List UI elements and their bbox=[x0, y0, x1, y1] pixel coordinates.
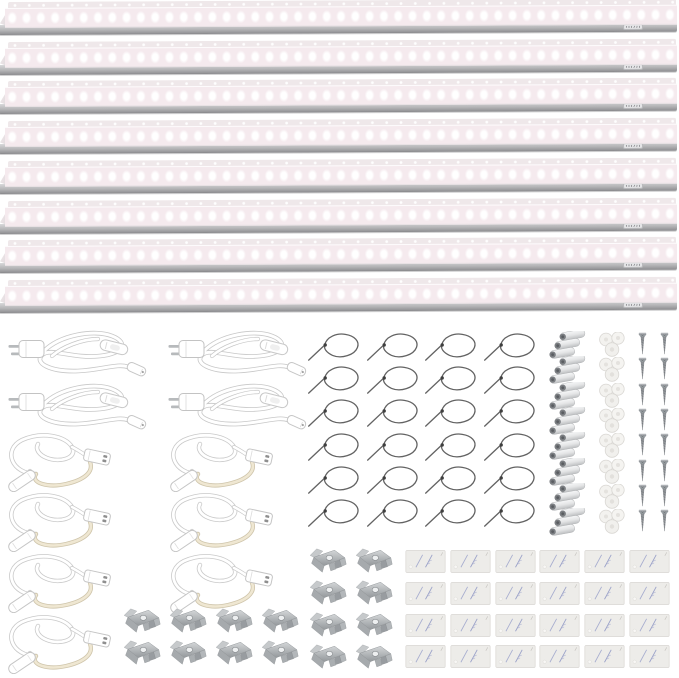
wire-tie-graphic bbox=[306, 332, 362, 362]
connector-cable-graphic bbox=[162, 551, 280, 613]
wire-tie-graphic bbox=[365, 498, 421, 528]
wire-tie bbox=[306, 498, 362, 528]
wire-tie bbox=[365, 398, 421, 428]
mounting-clip bbox=[352, 642, 394, 672]
adhesive-pad-graphic bbox=[450, 582, 491, 605]
adhesive-pad-graphic bbox=[584, 550, 625, 573]
adhesive-pad-graphic bbox=[539, 645, 580, 668]
wall-anchor-graphic bbox=[594, 433, 630, 459]
adhesive-pad bbox=[495, 550, 536, 573]
connector-cable-graphic bbox=[162, 490, 280, 552]
mounting-clip-graphic bbox=[212, 606, 254, 636]
adhesive-pad-graphic bbox=[629, 645, 670, 668]
adhesive-pad bbox=[495, 582, 536, 605]
wall-anchor bbox=[594, 459, 630, 485]
connector-pins bbox=[545, 331, 591, 359]
wall-anchor-graphic bbox=[594, 459, 630, 485]
adhesive-pad bbox=[450, 645, 491, 668]
power-cord-graphic bbox=[2, 378, 152, 432]
wire-tie bbox=[423, 432, 479, 462]
screw bbox=[636, 459, 649, 483]
mounting-clip bbox=[212, 638, 254, 668]
adhesive-pad-graphic bbox=[539, 614, 580, 637]
wire-tie-graphic bbox=[365, 332, 421, 362]
power-cord-graphic bbox=[162, 378, 312, 432]
brand-tag bbox=[623, 262, 643, 268]
mounting-clip-graphic bbox=[120, 638, 162, 668]
mounting-clip bbox=[120, 606, 162, 636]
wire-tie-graphic bbox=[365, 432, 421, 462]
screw bbox=[636, 408, 649, 432]
screw-graphic bbox=[658, 484, 671, 508]
connector-cable bbox=[162, 490, 280, 552]
mounting-clip bbox=[306, 642, 348, 672]
power-cord bbox=[162, 378, 312, 432]
screw bbox=[658, 408, 671, 432]
adhesive-pad-graphic bbox=[495, 645, 536, 668]
wire-tie bbox=[306, 332, 362, 362]
adhesive-pad-graphic bbox=[405, 550, 446, 573]
wire-tie-graphic bbox=[306, 465, 362, 495]
adhesive-pad-graphic bbox=[495, 614, 536, 637]
mounting-clip-graphic bbox=[352, 642, 394, 672]
wire-tie-graphic bbox=[482, 498, 538, 528]
mounting-clip-graphic bbox=[352, 546, 394, 576]
wire-tie bbox=[306, 432, 362, 462]
connector-pins bbox=[545, 432, 591, 460]
led-light-bar bbox=[2, 0, 677, 35]
bar-led-face bbox=[5, 163, 677, 186]
connector-cable bbox=[0, 490, 118, 552]
wire-tie-graphic bbox=[306, 365, 362, 395]
wire-tie bbox=[423, 498, 479, 528]
power-cord bbox=[162, 325, 312, 379]
screw-graphic bbox=[658, 357, 671, 381]
connector-pins-graphic bbox=[545, 407, 591, 435]
wall-anchor-graphic bbox=[594, 332, 630, 358]
wire-tie bbox=[482, 465, 538, 495]
mounting-clip-graphic bbox=[306, 578, 348, 608]
mounting-clip-graphic bbox=[212, 638, 254, 668]
led-light-bar bbox=[2, 118, 677, 154]
connector-cable bbox=[0, 551, 118, 613]
connector-pins-graphic bbox=[545, 382, 591, 410]
wall-anchor bbox=[594, 433, 630, 459]
mounting-clip-graphic bbox=[306, 610, 348, 640]
adhesive-pad-graphic bbox=[584, 645, 625, 668]
bar-led-face bbox=[5, 243, 677, 266]
wall-anchor-graphic bbox=[594, 509, 630, 535]
wall-anchor bbox=[594, 332, 630, 358]
screw-graphic bbox=[658, 408, 671, 432]
mounting-clip bbox=[258, 638, 300, 668]
bar-led-face bbox=[5, 124, 677, 147]
wire-tie-graphic bbox=[423, 465, 479, 495]
mounting-clip-graphic bbox=[306, 642, 348, 672]
mounting-clip-graphic bbox=[120, 606, 162, 636]
mounting-clip bbox=[258, 606, 300, 636]
bar-led-face bbox=[5, 203, 677, 226]
adhesive-pad-graphic bbox=[405, 614, 446, 637]
screw bbox=[636, 357, 649, 381]
screw-graphic bbox=[658, 332, 671, 356]
adhesive-pad bbox=[629, 550, 670, 573]
wire-tie bbox=[482, 365, 538, 395]
adhesive-pad bbox=[450, 582, 491, 605]
mounting-clip-graphic bbox=[352, 578, 394, 608]
wall-anchor-graphic bbox=[594, 357, 630, 383]
wire-tie-graphic bbox=[423, 498, 479, 528]
wire-tie bbox=[365, 432, 421, 462]
connector-pins-graphic bbox=[545, 432, 591, 460]
connector-pins-graphic bbox=[545, 483, 591, 511]
led-light-bar bbox=[2, 38, 677, 74]
screw-graphic bbox=[658, 509, 671, 533]
connector-cable-graphic bbox=[0, 612, 118, 674]
mounting-clip bbox=[166, 606, 208, 636]
connector-pins-graphic bbox=[545, 508, 591, 536]
adhesive-pad-graphic bbox=[539, 582, 580, 605]
screw-graphic bbox=[636, 459, 649, 483]
mounting-clip bbox=[352, 546, 394, 576]
bar-led-face bbox=[5, 84, 677, 107]
connector-cable bbox=[0, 612, 118, 674]
connector-cable-graphic bbox=[162, 430, 280, 492]
adhesive-pad-graphic bbox=[584, 614, 625, 637]
screw bbox=[658, 433, 671, 457]
screw-graphic bbox=[636, 332, 649, 356]
screw bbox=[636, 332, 649, 356]
adhesive-pad bbox=[539, 582, 580, 605]
mounting-clip-graphic bbox=[306, 546, 348, 576]
adhesive-pad bbox=[629, 582, 670, 605]
wire-tie-graphic bbox=[482, 432, 538, 462]
wire-tie bbox=[423, 365, 479, 395]
screw-graphic bbox=[636, 383, 649, 407]
adhesive-pad bbox=[405, 614, 446, 637]
connector-cable-graphic bbox=[0, 551, 118, 613]
screw-graphic bbox=[636, 357, 649, 381]
wall-anchor bbox=[594, 484, 630, 510]
screw-graphic bbox=[658, 383, 671, 407]
led-light-bar bbox=[2, 237, 677, 273]
connector-pins-graphic bbox=[545, 356, 591, 384]
adhesive-pad bbox=[450, 550, 491, 573]
screw-graphic bbox=[636, 408, 649, 432]
wall-anchor bbox=[594, 383, 630, 409]
bar-led-face bbox=[5, 5, 677, 28]
brand-tag bbox=[623, 103, 643, 109]
power-cord-graphic bbox=[2, 325, 152, 379]
mounting-clip bbox=[166, 638, 208, 668]
wire-tie-graphic bbox=[423, 398, 479, 428]
wire-tie-graphic bbox=[306, 498, 362, 528]
wall-anchor-graphic bbox=[594, 408, 630, 434]
screw bbox=[658, 459, 671, 483]
wire-tie bbox=[482, 332, 538, 362]
wire-tie bbox=[365, 365, 421, 395]
wire-tie bbox=[423, 332, 479, 362]
mounting-clip bbox=[212, 606, 254, 636]
wire-tie bbox=[306, 365, 362, 395]
screw-graphic bbox=[658, 433, 671, 457]
adhesive-pad bbox=[539, 550, 580, 573]
wire-tie bbox=[365, 465, 421, 495]
screw bbox=[658, 484, 671, 508]
adhesive-pad bbox=[584, 550, 625, 573]
wire-tie-graphic bbox=[365, 398, 421, 428]
adhesive-pad-graphic bbox=[450, 645, 491, 668]
screw bbox=[658, 509, 671, 533]
adhesive-pad-graphic bbox=[629, 582, 670, 605]
mounting-clip bbox=[352, 610, 394, 640]
mounting-clip-graphic bbox=[258, 606, 300, 636]
mounting-clip bbox=[306, 578, 348, 608]
adhesive-pad-graphic bbox=[495, 550, 536, 573]
connector-cable-graphic bbox=[0, 490, 118, 552]
wire-tie bbox=[423, 398, 479, 428]
screw-graphic bbox=[658, 459, 671, 483]
wire-tie bbox=[482, 432, 538, 462]
wire-tie-graphic bbox=[306, 398, 362, 428]
adhesive-pad-graphic bbox=[539, 550, 580, 573]
led-light-bar bbox=[2, 197, 677, 233]
wire-tie bbox=[482, 398, 538, 428]
connector-pins-graphic bbox=[545, 331, 591, 359]
wall-anchor-graphic bbox=[594, 383, 630, 409]
adhesive-pad bbox=[584, 614, 625, 637]
wall-anchor bbox=[594, 509, 630, 535]
led-light-bar bbox=[2, 277, 677, 313]
adhesive-pad bbox=[450, 614, 491, 637]
screw bbox=[658, 332, 671, 356]
mounting-clip-graphic bbox=[352, 610, 394, 640]
wire-tie bbox=[365, 332, 421, 362]
screw bbox=[636, 484, 649, 508]
screw bbox=[636, 383, 649, 407]
adhesive-pad bbox=[629, 645, 670, 668]
led-light-bar bbox=[2, 157, 677, 193]
wire-tie bbox=[423, 465, 479, 495]
adhesive-pad bbox=[584, 582, 625, 605]
adhesive-pad bbox=[405, 645, 446, 668]
adhesive-pad-graphic bbox=[629, 550, 670, 573]
bar-led-face bbox=[5, 283, 677, 306]
mounting-clip bbox=[306, 610, 348, 640]
wire-tie-graphic bbox=[423, 432, 479, 462]
wire-tie-graphic bbox=[365, 365, 421, 395]
led-light-bar bbox=[2, 78, 677, 114]
wire-tie-graphic bbox=[482, 465, 538, 495]
adhesive-pad-graphic bbox=[629, 614, 670, 637]
connector-cable bbox=[162, 551, 280, 613]
adhesive-pad-graphic bbox=[405, 582, 446, 605]
screw bbox=[636, 433, 649, 457]
adhesive-pad bbox=[405, 582, 446, 605]
wall-anchor bbox=[594, 408, 630, 434]
screw bbox=[658, 383, 671, 407]
connector-cable-graphic bbox=[0, 430, 118, 492]
adhesive-pad-graphic bbox=[495, 582, 536, 605]
adhesive-pad bbox=[539, 614, 580, 637]
connector-pins bbox=[545, 508, 591, 536]
adhesive-pad bbox=[495, 645, 536, 668]
adhesive-pad-graphic bbox=[450, 614, 491, 637]
connector-pins-graphic bbox=[545, 458, 591, 486]
adhesive-pad-graphic bbox=[584, 582, 625, 605]
adhesive-pad bbox=[584, 645, 625, 668]
adhesive-pad bbox=[629, 614, 670, 637]
connector-pins bbox=[545, 458, 591, 486]
wire-tie bbox=[306, 465, 362, 495]
adhesive-pad bbox=[405, 550, 446, 573]
wire-tie bbox=[306, 398, 362, 428]
wire-tie-graphic bbox=[423, 332, 479, 362]
screw-graphic bbox=[636, 433, 649, 457]
adhesive-pad bbox=[539, 645, 580, 668]
power-cord bbox=[2, 325, 152, 379]
screw bbox=[658, 357, 671, 381]
connector-cable bbox=[0, 430, 118, 492]
connector-cable bbox=[162, 430, 280, 492]
mounting-clip-graphic bbox=[166, 606, 208, 636]
wall-anchor bbox=[594, 357, 630, 383]
power-cord bbox=[2, 378, 152, 432]
screw bbox=[636, 509, 649, 533]
screw-graphic bbox=[636, 484, 649, 508]
wire-tie-graphic bbox=[482, 365, 538, 395]
wire-tie-graphic bbox=[482, 332, 538, 362]
wire-tie-graphic bbox=[306, 432, 362, 462]
wire-tie-graphic bbox=[365, 465, 421, 495]
mounting-clip-graphic bbox=[166, 638, 208, 668]
wire-tie bbox=[365, 498, 421, 528]
mounting-clip bbox=[306, 546, 348, 576]
connector-pins bbox=[545, 382, 591, 410]
connector-pins bbox=[545, 407, 591, 435]
power-cord-graphic bbox=[162, 325, 312, 379]
adhesive-pad bbox=[495, 614, 536, 637]
wire-tie-graphic bbox=[482, 398, 538, 428]
screw-graphic bbox=[636, 509, 649, 533]
connector-pins bbox=[545, 356, 591, 384]
wire-tie bbox=[482, 498, 538, 528]
wire-tie-graphic bbox=[423, 365, 479, 395]
wall-anchor-graphic bbox=[594, 484, 630, 510]
mounting-clip bbox=[352, 578, 394, 608]
adhesive-pad-graphic bbox=[450, 550, 491, 573]
bar-led-face bbox=[5, 44, 677, 67]
mounting-clip bbox=[120, 638, 162, 668]
connector-pins bbox=[545, 483, 591, 511]
mounting-clip-graphic bbox=[258, 638, 300, 668]
adhesive-pad-graphic bbox=[405, 645, 446, 668]
